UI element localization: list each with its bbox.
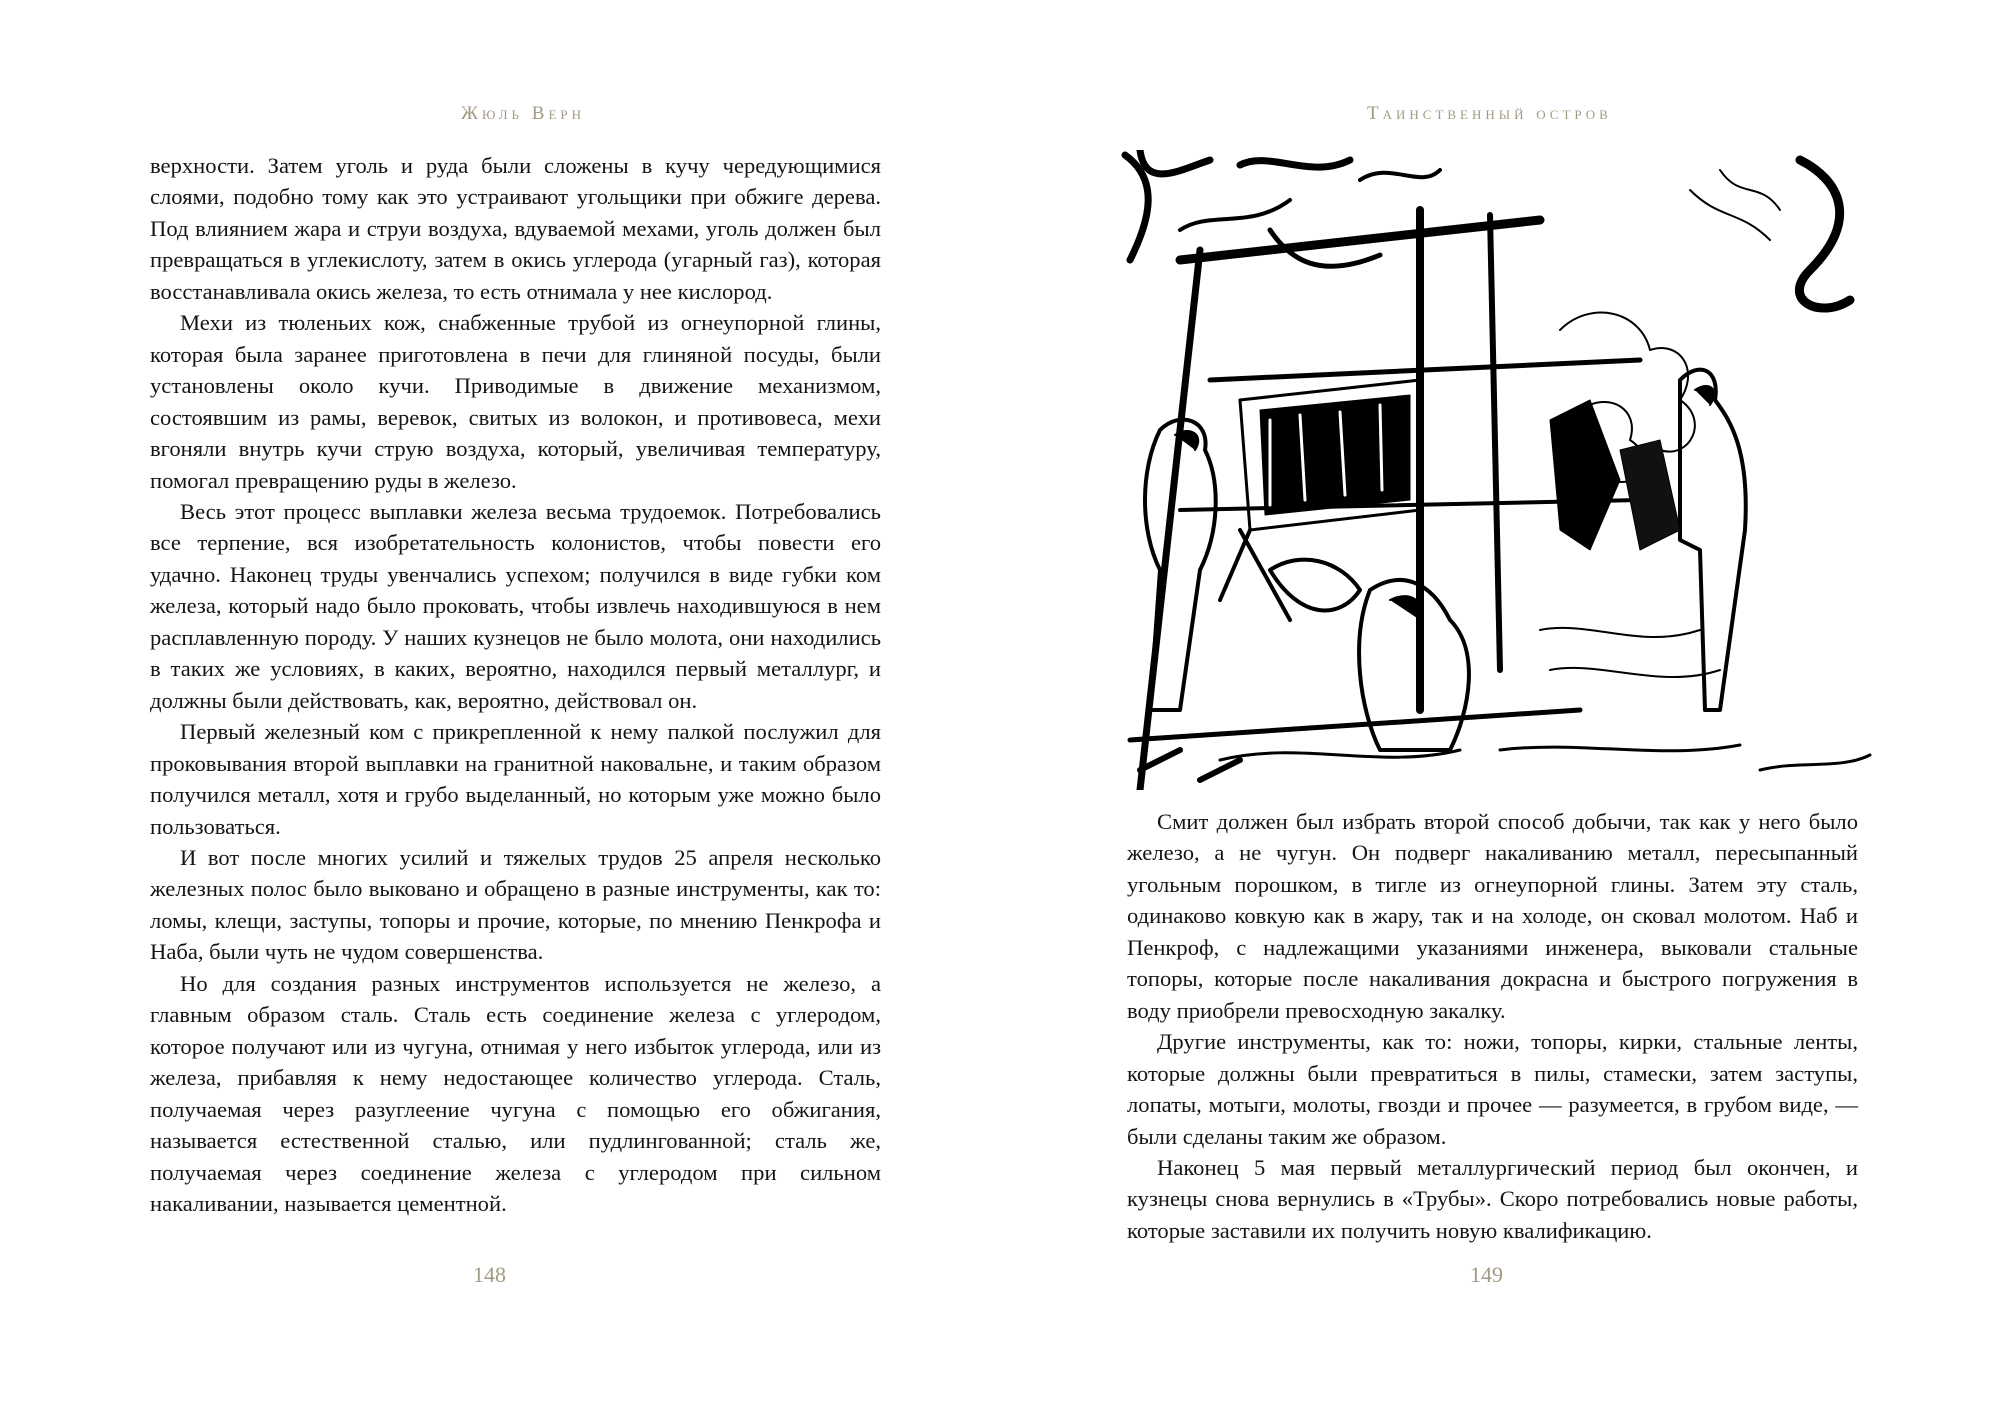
- page-number-left: 148: [473, 1262, 506, 1287]
- page-number-right: 149: [1470, 1262, 1503, 1287]
- paragraph: И вот после многих усилий и тяжелых трудов 25 апреля несколько железных полос было выковано и обращено в разные инструменты, как то: ломы, клещи, заступы, топоры и прочие, которые, по мнению Пенкрофа и Наба, были чуть не чудом совершенства.: [150, 844, 881, 965]
- paragraph: верхности. Затем уголь и руда были сложены в кучу чередующимися слоями, подобно тому как это устраивают угольщики при обжиге дерева. Под влиянием жара и струи воздуха, вдуваемой мехами, уголь должен был превращаться в углекислоту, затем в окись углерода (угарный газ), которая восстанавливала окись железа, то есть отнимала у нее кислород.: [150, 153, 881, 304]
- illustration-drawing: [1120, 150, 1875, 790]
- paragraph: Другие инструменты, как то: ножи, топоры, кирки, стальные ленты, которые должны были превратиться в пилы, стамески, затем заступы, лопаты, мотыги, молоты, гвозди и прочее — разумеется, в грубом виде, — были сделаны таким же образом.: [1127, 1029, 1858, 1149]
- paragraph: Наконец 5 мая первый металлургический период был окончен, и кузнецы снова вернулись в «Трубы». Скоро потребовались новые работы, которые заставили их получить новую квалификацию.: [1127, 1154, 1858, 1243]
- left-page-text: [150, 150, 881, 1219]
- right-page-text: [1127, 806, 1858, 1246]
- blacksmith-forge-illustration: [1120, 150, 1875, 790]
- running-head-author: Жюль Верн: [461, 103, 586, 124]
- paragraph: Но для создания разных инструментов используется не железо, а главным образом сталь. Сталь есть соединение железа с углеродом, которое получают или из чугуна, отнимая у него избыток углерода, или из железа, прибавляя к нему недостающее количество углерода. Сталь, получаемая через разуглеение чугуна с помощью его обжигания, называется естественной сталью, или пудлингованной; сталь же, получаемая через соединение железа с углеродом при сильном накаливании, называется цементной.: [150, 970, 881, 1216]
- running-head-title: Таинственный остров: [1367, 103, 1612, 124]
- right-page: [1000, 0, 2000, 1412]
- paragraph: Весь этот процесс выплавки железа весьма трудоемок. Потребовались все терпение, вся изобретательность колонистов, чтобы повести его удачно. Наконец труды увенчались успехом; получился в виде губки ком железа, который надо было проковать, чтобы извлечь находившуюся в нем расплавленную породу. У наших кузнецов не было молота, они находились в таких же условиях, в каких, вероятно, находился первый металлург, и должны были действовать, как, вероятно, действовал он.: [150, 498, 881, 713]
- paragraph: Первый железный ком с прикрепленной к нему палкой послужил для проковывания второй выплавки на гранитной наковальне, и таким образом получился металл, хотя и грубо выделанный, но которым уже можно было пользоваться.: [150, 719, 881, 839]
- paragraph: Мехи из тюленьих кож, снабженные трубой из огнеупорной глины, которая была заранее приготовлена в печи для глиняной посуды, были установлены около кучи. Приводимые в движение механизмом, состоявшим из рамы, веревок, свитых из волокон, и противовеса, мехи вгоняли внутрь кучи струю воздуха, который, увеличивая температуру, помогал превращению руды в железо.: [150, 310, 881, 493]
- paragraph: Смит должен был избрать второй способ добычи, так как у него было железо, а не чугун. Он подверг накаливанию металл, пересыпанный угольным порошком, в тигле из огнеупорной глины. Затем эту сталь, одинаково ковкую как в жару, так и на холоде, он сковал молотом. Наб и Пенкроф, с надлежащими указаниями инженера, выковали стальные топоры, которые после накаливания докрасна и быстрого погружения в воду приобрели превосходную закалку.: [1127, 809, 1858, 1023]
